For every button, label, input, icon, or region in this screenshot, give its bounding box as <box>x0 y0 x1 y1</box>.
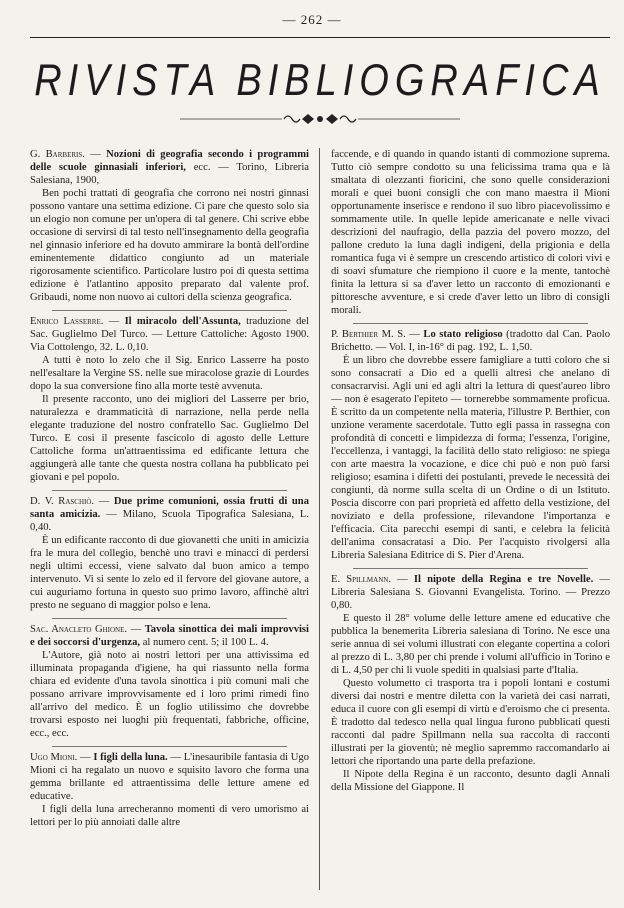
right-column <box>331 148 610 896</box>
review-title: I figli della luna. <box>93 752 168 763</box>
review-paragraph: Questo volumetto ci trasporta tra i popoli lontani e costumi diversi dai nostri e mentre diletta con la varietà dei casi narrati, educa il cuore con gli esempi di virtù e d'eroismo che ci presenta. È tradotto dal tedesco nella qual lingua furono pubblicati questi racconti dal padre Spillmann nella sua raccolta di racconti illustrati per la gioventù; nè meglio sapremmo raccomandarlo ai lettori che riportando una parte della prefazione. <box>331 678 610 767</box>
review-author: P. Berthier M. S. <box>331 329 406 340</box>
review-paragraph: A tutti è noto lo zelo che il Sig. Enrico Lasserre ha posto nell'esaltare la Vergine SS. nelle sue miracolose grazie di Lourdes dopo la sua conversione fino alla morte testè avvenuta. <box>30 355 309 392</box>
review-author: Enrico Lasserre. <box>30 316 104 327</box>
left-column <box>30 148 309 896</box>
review-details: ecc. — Torino, Libreria Salesiana, 1900, <box>30 162 309 186</box>
review-author: Sac. Anacleto Ghione. <box>30 624 128 635</box>
masthead-title: RIVISTA BIBLIOGRAFICA <box>34 56 606 106</box>
review-paragraph: Il Nipote della Regina è un racconto, desunto dagli Annali della Missione del Giappone. Il <box>331 769 610 793</box>
header-rule <box>30 37 610 38</box>
review-entry <box>30 310 309 484</box>
review-entry <box>30 148 309 304</box>
review-paragraph: I figli della luna arrecheranno momenti di vero umorismo ai lettori per lo più annoiati dalle altre <box>30 804 309 828</box>
review-title: Lo stato religioso <box>423 329 503 340</box>
review-details: (tradotto dal Can. Paolo Brichetto. — Vol. I, in-16° di pag. 192, L. 1,50. <box>331 329 610 353</box>
review-heading: G. Barberis. — Nozioni di geografia secondo i programmi delle scuole ginnasiali inferiori, ecc. — Torino, Libreria Salesiana, 1900, <box>30 149 309 186</box>
review-entry <box>30 618 309 740</box>
review-details: — Milano, Scuola Tipografica Salesiana, L. 0,40. <box>30 509 309 533</box>
review-details: — L'inesauribile fantasia di Ugo Mioni ci ha regalato un nuovo e squisito lavoro che forma una gemma brillante ed attraentissima delle letture amene ed educative. <box>30 752 309 802</box>
review-paragraph: Ben pochi trattati di geografia che corrono nei nostri ginnasi possono vantare una settima edizione. Ci pare che questo solo sia un elogio non comune per un'opera di tal genere. Chi scrive ebbe occasione di servirsi di tal testo nell'insegnamento della geografia nel ginnasio inferiore ed ha dovuto ammirare la bontà dell'ordine eminentemente didattico congiunto ad un materiale rigorosamente scientifico. Particolare lustro poi di questa settima edizione è l'atlantino apposito preparato dal valente prof. Gribaudi, nome non nuovo ai cultori della scienza geografica. <box>30 188 309 303</box>
review-heading: Enrico Lasserre. — Il miracolo dell'Assunta, traduzione del Sac. Guglielmo Del Turco. — Letture Cattoliche: Agosto 1900. Via Cottolengo, 32. L. 0,10. <box>30 316 309 353</box>
page-number: — 262 — <box>282 12 342 27</box>
review-author: G. Barberis. <box>30 149 85 160</box>
review-separator <box>52 490 286 491</box>
review-title: Nozioni di geografia secondo i programmi delle scuole ginnasiali inferiori, <box>30 149 309 173</box>
review-details: al numero cent. 5; il 100 L. 4. <box>142 637 269 648</box>
review-details: — Libreria Salesiana S. Giovanni Evangelista. Torino. — Prezzo 0,80. <box>331 574 610 611</box>
review-separator <box>52 746 286 747</box>
review-entry <box>331 323 610 562</box>
review-separator <box>353 568 587 569</box>
review-title: Il miracolo dell'Assunta, <box>124 316 241 327</box>
review-entry <box>30 746 309 829</box>
review-heading: E. Spillmann. — Il nipote della Regina e tre Novelle. — Libreria Salesiana S. Giovanni Evangelista. Torino. — Prezzo 0,80. <box>331 574 610 611</box>
ornament-divider <box>30 112 610 126</box>
review-paragraph: E questo il 28° volume delle letture amene ed educative che pubblica la benemerita Libreria salesiana di Torino. Ne esce una serie annua di sei volumi illustrati con elegante copertina a colori al prezzo di L. 3,80 per chi prende i volumi all'ufficio in Torino e di L. 4,50 per chi li vuole spediti in qualsiasi parte d'Italia. <box>331 613 610 676</box>
review-entry <box>30 490 309 612</box>
review-separator <box>52 618 286 619</box>
review-paragraph: L'Autore, già noto ai nostri lettori per una attivissima ed illuminata propaganda d'igiene, ha qui riassunto nella forma chiara ed evidente d'una tavola sinottica i più comuni mali che possano arrivare improvvisamente ed i loro primi rimedi fino all'arrivo del medico. È un foglio utilissimo che dovrebbe trovarsi esposto nei luoghi più frequentati, fabbriche, officine, ecc., ecc. <box>30 650 309 739</box>
review-separator <box>52 310 286 311</box>
review-separator <box>353 323 587 324</box>
review-paragraph: faccende, e di quando in quando istanti di commozione suprema. Tutto ciò sempre condotto su una felicissima trama qua e là smaltata di olezzanti fioricini, che sono quelle considerazioni morali e quei buoni consigli che con mano maestra il Mioni opportunamente inserisce e rendono il suo libro piacevolissimo e sommamente utile. In quelle lepide americanate e nelle vivaci descrizioni del naufragio, della pazzia del povero mozzo, del pallone creduto la luna dagli indigeni, della prigionia e della romantica fuga vi è sempre un crescendo artistico di colori vivi e di soavi sfumature che riempiono il cuore e la mente, tantochè finita la lettura si sa d'aver letto un racconto di emozionanti e pittoresche avventure, e si crede d'aver letto un libro di consigli morali. <box>331 149 610 316</box>
review-entry <box>331 568 610 794</box>
review-columns <box>30 148 610 896</box>
review-paragraph: È un libro che dovrebbe essere famigliare a tutti coloro che si sono consacrati a Dio ed a quelli altresì che anelano di consacrarvisi. Agli uni ed agli altri la lettura di quest'aureo libro — non è esagerato l'epiteto — tornerebbe sommamente proficua. È scritto da un competente nella materia, l'illustre P. Berthier, con unzione veramente sacerdotale. Tutto egli passa in rassegna con profondità di concetti e limpidezza di forma; l'essenza, l'origine, l'eccellenza, i vantaggi, la facilità dello stato religioso: ne spiega con arte maestra la vocazione, e dice chi può e non può farsi religioso; esamina i difetti dei postulanti, prevede le necessità dei congiunti, dà norme sulla scelta di un Ordine o di un Istituto. Poscia discorre con pari proprietà ed affetto della vestizione, del noviziato e della professione, rilevandone l'importanza e l'efficacia. Cita parecchi esempi di santi, e celebra la felicità dell'anima consacratasi a Dio. Per l'acquisto rivolgersi alla Libreria Salesiana Editrice di S. Pier d'Arena. <box>331 355 610 561</box>
review-heading: P. Berthier M. S. — Lo stato religioso (tradotto dal Can. Paolo Brichetto. — Vol. I, in-16° di pag. 192, L. 1,50. <box>331 329 610 353</box>
review-heading: Ugo Mioni. — I figli della luna. — L'inesauribile fantasia di Ugo Mioni ci ha regalato un nuovo e squisito lavoro che forma una gemma brillante ed attraentissima delle letture amene ed educative. <box>30 752 309 802</box>
review-title: Due prime comunioni, ossia frutti di una santa amicizia. <box>30 496 309 520</box>
review-title: Il nipote della Regina e tre Novelle. <box>413 574 594 585</box>
review-heading: D. V. Raschiò. — Due prime comunioni, ossia frutti di una santa amicizia. — Milano, Scuola Tipografica Salesiana, L. 0,40. <box>30 496 309 533</box>
review-paragraph: È un edificante racconto di due giovanetti che uniti in amicizia fra le mura del collegio, benchè uno travi e minacci di perdersi negli ultimi eccessi, viene salvato dal buon amico a tempo intervenuto. Vi si sente lo zelo ed il fervore del giovane autore, a cui auguriamo fortuna in questo suo primo lavoro, affinchè altri presto ne seguano di maggior polso e lena. <box>30 535 309 611</box>
review-author: Ugo Mioni. <box>30 752 78 763</box>
review-heading: Sac. Anacleto Ghione. — Tavola sinottica dei mali improvvisi e dei soccorsi d'urgenza, al numero cent. 5; il 100 L. 4. <box>30 624 309 648</box>
review-title: Tavola sinottica dei mali improvvisi e dei soccorsi d'urgenza, <box>30 624 309 648</box>
review-paragraph: Il presente racconto, uno dei migliori del Lasserre per brio, naturalezza e drammaticità di narrazione, nella perde nella elegante traduzione del nostro confratello Sac. Guglielmo Del Turco. E così il presente fascicolo di agosto delle Letture Cattoliche forma un'attraentissima ed edificante lettura che aggiungerà alle tante che questa nostra collana ha pubblicato pei giovani e pel popolo. <box>30 394 309 483</box>
review-author: D. V. Raschiò. <box>30 496 95 507</box>
review-author: E. Spillmann. <box>331 574 391 585</box>
review-entry <box>331 148 610 317</box>
review-details: traduzione del Sac. Guglielmo Del Turco. — Letture Cattoliche: Agosto 1900. Via Cottolengo, 32. L. 0,10. <box>30 316 309 353</box>
